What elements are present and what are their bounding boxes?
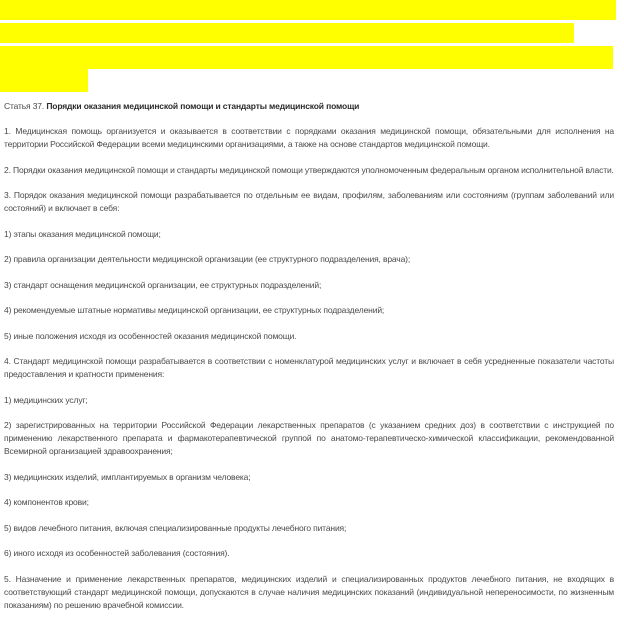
- highlight-bar: [0, 0, 616, 20]
- article-title: Порядки оказания медицинской помощи и стандарты медицинской помощи: [46, 101, 360, 111]
- list-item: 3) стандарт оснащения медицинской организации, ее структурных подразделений;: [4, 279, 322, 290]
- paragraph: 1. Медицинская помощь организуется и оказывается в соответствии с порядками оказания медицинской помощи, обязательными для исполнения на территории Российской Федерации всеми медицинскими организациями, а также на основе стандартов медицинской помощи.: [4, 126, 614, 149]
- article-body: [4, 100, 614, 624]
- highlight-bar: [0, 23, 574, 43]
- redacted-highlight-block: [0, 0, 624, 94]
- list-item: 4) компонентов крови;: [4, 497, 89, 507]
- list-item: 5) видов лечебного питания, включая специализированные продукты лечебного питания;: [4, 522, 347, 533]
- article-number: Статья 37.: [4, 101, 45, 111]
- list-item: 2) зарегистрированных на территории Российской Федерации лекарственных препаратов (с указанием средних доз) в соответствии с инструкцией по применению лекарственного препарата и фармакотерапевтической группой по анатомо-терапевтическо-химической классификации, рекомендованной Всемирной организацией здравоохранения;: [4, 420, 614, 456]
- highlight-bar: [0, 46, 613, 69]
- list-item: 1) этапы оказания медицинской помощи;: [4, 228, 161, 239]
- list-item: 4) рекомендуемые штатные нормативы медицинской организации, ее структурных подразделений;: [4, 305, 385, 315]
- paragraph: 3. Порядок оказания медицинской помощи разрабатывается по отдельным ее видам, профилям, заболеваниям или состояниям (группам заболеваний или состояний) и включает в себя:: [4, 190, 614, 213]
- paragraph: 2. Порядки оказания медицинской помощи и стандарты медицинской помощи утверждаются уполномоченным федеральным органом исполнительной власти.: [4, 164, 614, 175]
- paragraph: 5. Назначение и применение лекарственных препаратов, медицинских изделий и специализированных продуктов лечебного питания, не входящих в соответствующий стандарт медицинской помощи, допускаются в случае наличия медицинских показаний (индивидуальной непереносимости, по жизненным показаниям) по решению врачебной комиссии.: [4, 573, 614, 610]
- article-heading: [4, 100, 614, 113]
- highlight-bar: [0, 69, 88, 92]
- list-item: 1) медицинских услуг;: [4, 394, 88, 405]
- list-item: 3) медицинских изделий, имплантируемых в организм человека;: [4, 471, 251, 482]
- list-item: 5) иные положения исходя из особенностей оказания медицинской помощи.: [4, 330, 297, 341]
- paragraph: 4. Стандарт медицинской помощи разрабатывается в соответствии с номенклатурой медицинских услуг и включает в себя усредненные показатели частоты предоставления и кратности применения:: [4, 356, 614, 379]
- list-item: 2) правила организации деятельности медицинской организации (ее структурного подразделения, врача);: [4, 254, 411, 264]
- list-item: 6) иного исходя из особенностей заболевания (состояния).: [4, 548, 230, 558]
